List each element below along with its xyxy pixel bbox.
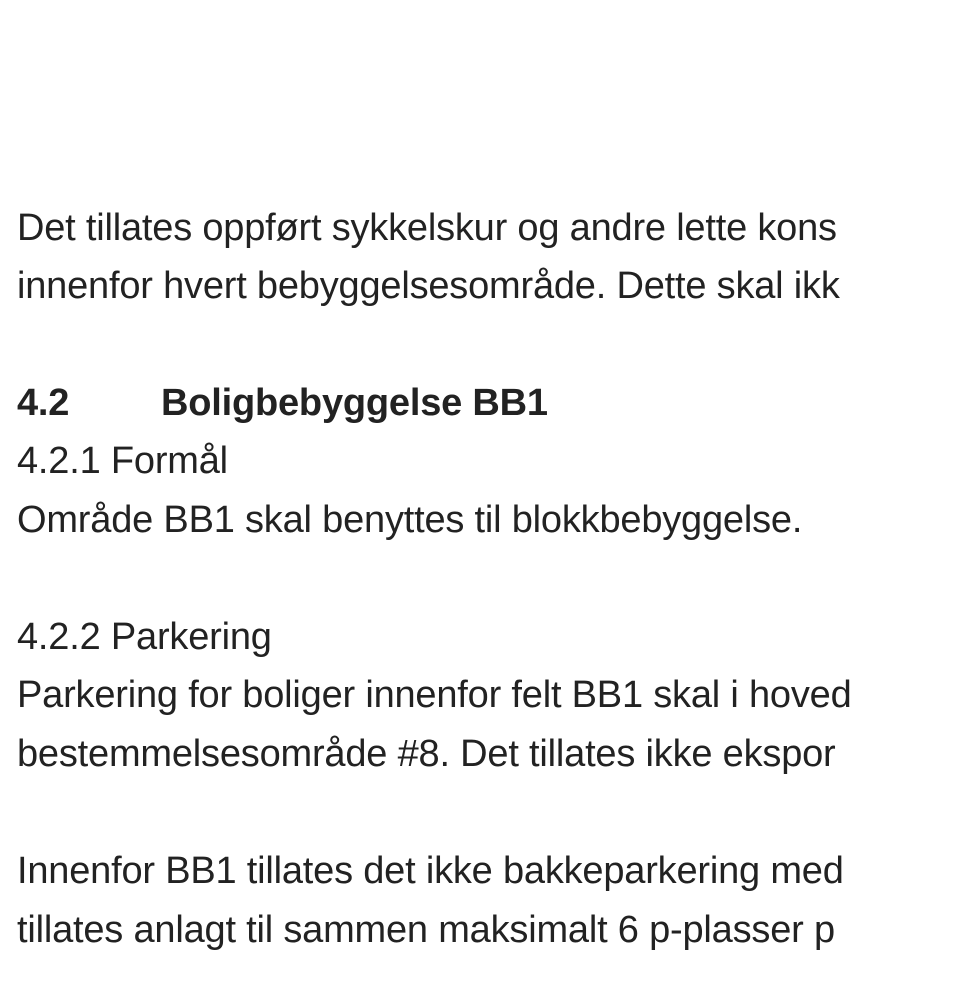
paragraph-line: innenfor hvert bebyggelsesområde. Dette skal ikk xyxy=(17,265,840,307)
subsection-heading: 4.2.1 Formål xyxy=(17,440,228,482)
section-number: 4.2 xyxy=(17,382,70,424)
section-title: Boligbebyggelse BB1 xyxy=(161,382,548,424)
paragraph-line: Innenfor BB1 tillates det ikke bakkeparkering med xyxy=(17,850,844,892)
subsection-heading: 4.2.2 Parkering xyxy=(17,616,272,658)
paragraph-line: tillates anlagt til sammen maksimalt 6 p-plasser p xyxy=(17,909,835,951)
section-heading xyxy=(17,379,548,427)
paragraph-line: Det tillates oppført sykkelskur og andre lette kons xyxy=(17,207,837,249)
paragraph-line: Område BB1 skal benyttes til blokkbebyggelse. xyxy=(17,499,803,541)
paragraph-line: Parkering for boliger innenfor felt BB1 skal i hoved xyxy=(17,674,852,716)
paragraph-line: bestemmelsesområde #8. Det tillates ikke ekspor xyxy=(17,733,836,775)
